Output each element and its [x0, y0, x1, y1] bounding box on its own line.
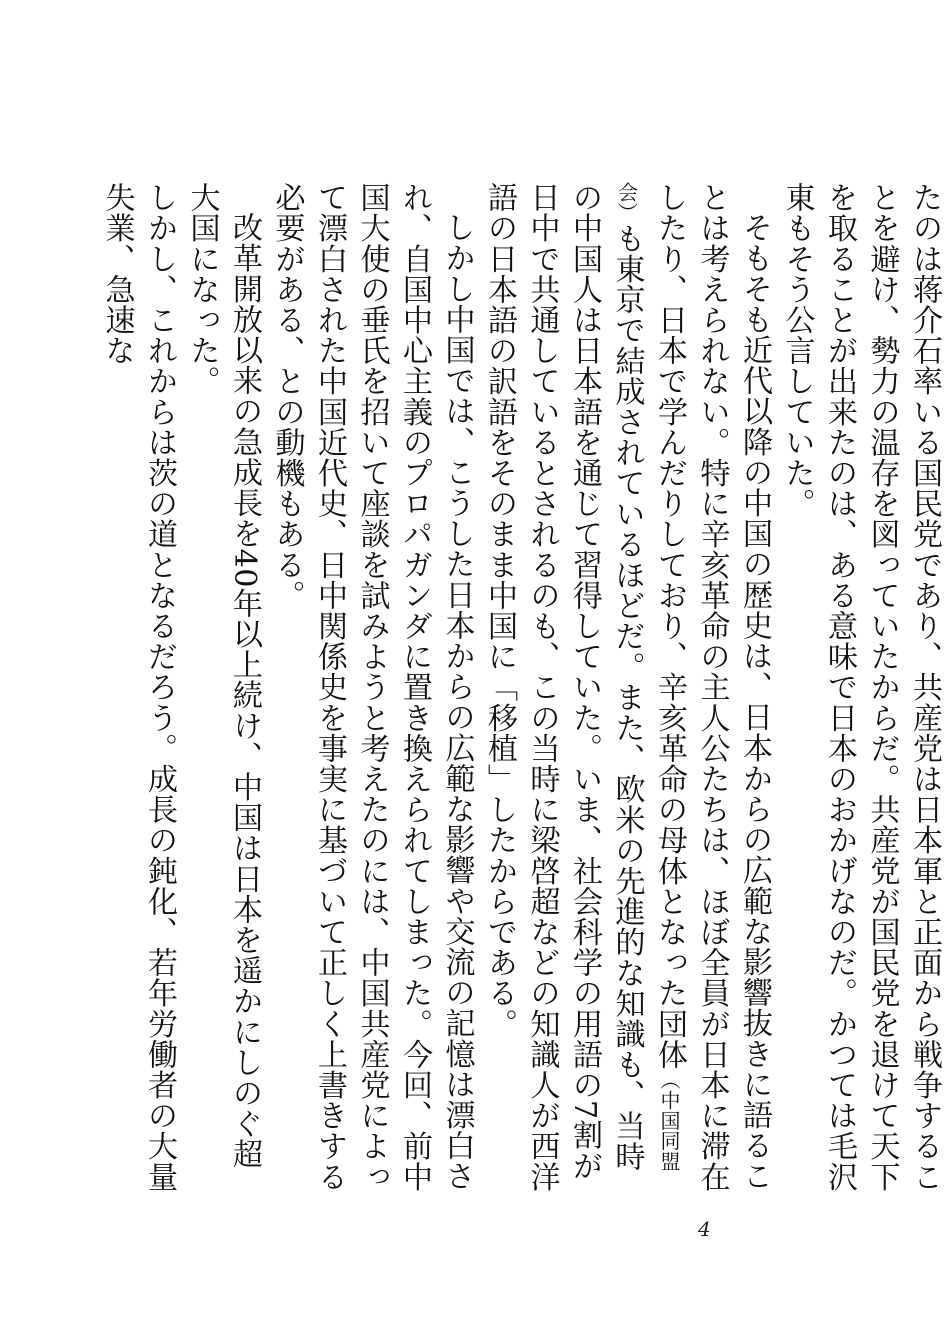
- paragraph-3: しかし中国では、こうした日本からの広範な影響や交流の記憶は漂白され、自国中心主義のプロパガンダに置き換えられてしまった。今回、前中国大使の垂氏を招いて座談を試みようと考えたのには、中国共産党によって漂白された中国近代史、日中関係史を事実に基づいて正しく上書きする必要がある、との動機もある。: [269, 182, 475, 1192]
- page-number: 4: [698, 1217, 711, 1241]
- body-text-block: [95, 182, 942, 1204]
- paragraph-2-text-after-note: も東京で結成されているほどだ。また、欧米の先進的な知識も、当時の中国人は日本語を通じて習得していた。いま、社会科学の用語の7割が日中で共通しているとされるのも、この当時に梁啓超などの知識人が西洋語の日本語の訳語をそのまま中国に「移植」したからである。: [482, 182, 645, 1192]
- paragraph-2: [478, 182, 776, 1192]
- paragraph-5: しかし、これからは茨の道となるだろう。成長の鈍化、若年労働者の大量失業、急速な: [99, 182, 177, 1192]
- paragraph-4: 改革開放以来の急成長を40年以上続け、中国は日本を遥かにしのぐ超大国になった。: [184, 182, 262, 1170]
- paragraph-2-text-before-note: そもそも近代以降の中国の歴史は、日本からの広範な影響抜きに語ることは考えられない。特に辛亥革命の主人公たちは、ほぼ全員が日本に滞在したり、日本で学んだりしており、辛亥革命の母体となった団体: [652, 182, 772, 1192]
- paragraph-2-note: （中国同盟会）: [614, 182, 681, 1172]
- paragraph-1: たのは蒋介石率いる国民党であり、共産党は日本軍と正面から戦争することを避け、勢力の温存を図っていたからだ。共産党が国民党を退けて天下を取ることが出来たのは、ある意味で日本のおかげなのだ。かつては毛沢東もそう公言していた。: [779, 182, 942, 1192]
- vertical-body-text: [95, 182, 945, 1192]
